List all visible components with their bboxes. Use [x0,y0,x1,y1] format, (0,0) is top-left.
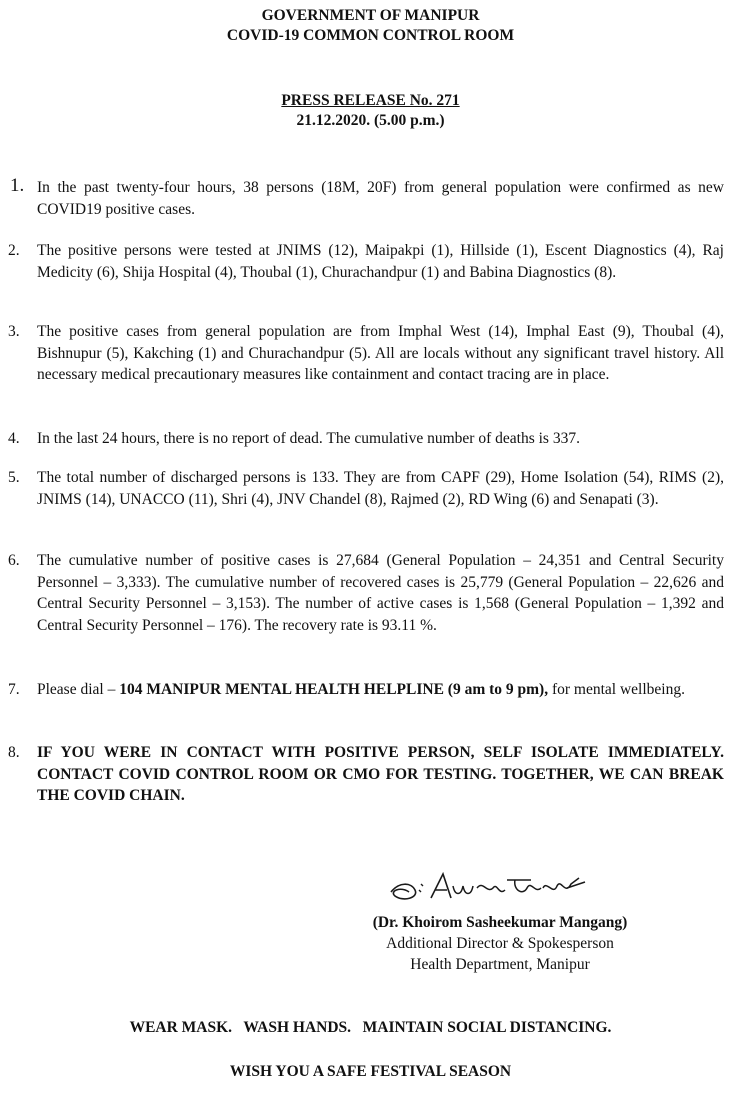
item-text: In the last 24 hours, there is no report of dead. The cumulative number of deaths is 337. [37,430,580,447]
list-item [8,742,724,807]
item-number: 7. [8,681,20,698]
government-title: GOVERNMENT OF MANIPUR [261,7,480,24]
item-number: 8. [8,744,20,761]
list-item [8,177,724,220]
helpline-number: 104 MANIPUR MENTAL HEALTH HELPLINE (9 am to 9 pm), [119,681,549,698]
list-item [8,467,724,510]
item-number: 1. [10,175,25,196]
item-text: The total number of discharged persons is 133. They are from CAPF (29), Home Isolation (54), RIMS (2), JNIMS (14), UNACCO (11), Shri (4), JNV Chandel (8), Rajmed (2), RD Wing (6) and Senapati (3). [37,469,724,508]
press-release-number: PRESS RELEASE No. 271 [281,92,460,109]
footer-greeting: WISH YOU A SAFE FESTIVAL SEASON [229,1063,512,1080]
item-number: 4. [8,430,20,447]
item-text [37,679,724,701]
helpline-suffix: for mental wellbeing. [548,681,685,698]
list-item [8,240,724,283]
footer-slogan [0,1019,741,1037]
document-header [0,6,741,46]
list-item [8,321,724,386]
list-item [8,679,724,701]
item-number: 3. [8,323,20,340]
press-release-date: 21.12.2020. (5.00 p.m.) [296,112,445,129]
signatory-department: Health Department, Manipur [410,956,590,973]
signatory-title: Additional Director & Spokesperson [386,935,614,952]
item-number: 6. [8,552,20,569]
item-number: 2. [8,242,20,259]
item-text: In the past twenty-four hours, 38 persons (18M, 20F) from general population were confirmed as new COVID19 positive cases. [37,179,724,218]
item-text: The positive cases from general population are from Imphal West (14), Imphal East (9), Thoubal (4), Bishnupur (5), Kakching (1) and Churachandpur (5). All are locals without any significant travel history. All necessary medical precautionary measures like containment and contact tracing are in place. [37,323,724,383]
item-number: 5. [8,469,20,486]
signatory-block [330,912,670,975]
item-text: IF YOU WERE IN CONTACT WITH POSITIVE PERSON, SELF ISOLATE IMMEDIATELY. CONTACT COVID CONTROL ROOM OR CMO FOR TESTING. TOGETHER, WE CAN BREAK THE COVID CHAIN. [37,744,724,804]
signatory-name: (Dr. Khoirom Sasheekumar Mangang) [372,914,628,931]
item-text: The cumulative number of positive cases is 27,684 (General Population – 24,351 and Central Security Personnel – 3,333). The cumulative number of recovered cases is 25,779 (General Population – 22,626 and Central Security Personnel – 3,153). The number of active cases is 1,568 (General Population – 1,392 and Central Security Personnel – 176). The recovery rate is 93.11 %. [37,552,724,634]
press-release-heading [0,91,741,131]
item-text: The positive persons were tested at JNIMS (12), Maipakpi (1), Hillside (1), Escent Diagnostics (4), Raj Medicity (6), Shija Hospital (4), Thoubal (1), Churachandpur (1) and Babina Diagnostics (8). [37,242,724,281]
signature-image [385,868,605,908]
list-item [8,428,724,450]
list-item [8,550,724,636]
footer-slogan-text: WEAR MASK. WASH HANDS. MAINTAIN SOCIAL DISTANCING. [129,1019,612,1036]
helpline-prefix: Please dial – [37,681,120,698]
control-room-title: COVID-19 COMMON CONTROL ROOM [226,27,515,44]
